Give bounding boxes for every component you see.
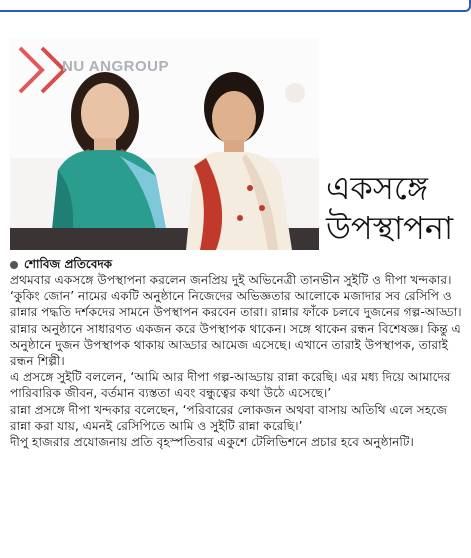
headline-line-2: উপস্থাপনা [326,209,454,247]
paragraph-3: রান্না প্রসঙ্গে দীপা খন্দকার বলেছেন, ‘পরিবারের লোকজন অথবা বাসায় অতিথি এলে সহজে রান্না করা যায়, এমনই রেসিপিতে আমি ও সুইটি রান্না করেছি।’ [10,402,448,433]
headline-line-1: একসঙ্গে [326,169,428,207]
frame-border [0,0,471,12]
headline [326,168,471,248]
top-frame [0,0,471,14]
paragraph-1: প্রথমবার একসঙ্গে উপস্থাপনা করলেন জনপ্রিয় দুই অভিনেত্রী তানভীন সুইটি ও দীপা খন্দকার। ‘কুকিং জোন’ নামের একটি অনুষ্ঠানে নিজেদের অভিজ্ঞতার আলোকে মজাদার সব রেসিপি ও রান্নার পদ্ধতি দর্শকদের সামনে উপস্থাপন করবেন তারা। রান্নার ফাঁকে চলবে দুজনের গল্প-আড্ডা। রান্নার অনুষ্ঠানে সাধারণত একজন করে উপস্থাপক থাকেন। সঙ্গে থাকেন রন্ধন বিশেষজ্ঞ। কিন্তু এ অনুষ্ঠানে দুজন উপস্থাপক থাকায় আড্ডার আমেজ এসেছে। এখানে তারাই উপস্থাপক, তারাই রন্ধন শিল্পী। [10,273,462,369]
photo-brand-text: NU ANGROUP [62,58,169,75]
paragraph-4: দীপু হাজরার প্রযোজনায় প্রতি বৃহস্পতিবার একুশে টেলিভিশনে প্রচার হবে অনুষ্ঠানটি। [10,435,414,450]
article-body [10,272,462,450]
byline-text: শোবিজ প্রতিবেদক [24,257,113,271]
paragraph-2: এ প্রসঙ্গে সুইটি বললেন, ‘আমি আর দীপা গল্প-আড্ডায় রান্না করেছি। এর মধ্য দিয়ে আমাদের পারিবারিক জীবন, বর্তমান ব্যস্ততা এবং বন্ধুত্বের কথা উঠে এসেছে।’ [10,370,451,401]
article-photo [10,38,319,250]
bullet-icon [10,261,18,269]
